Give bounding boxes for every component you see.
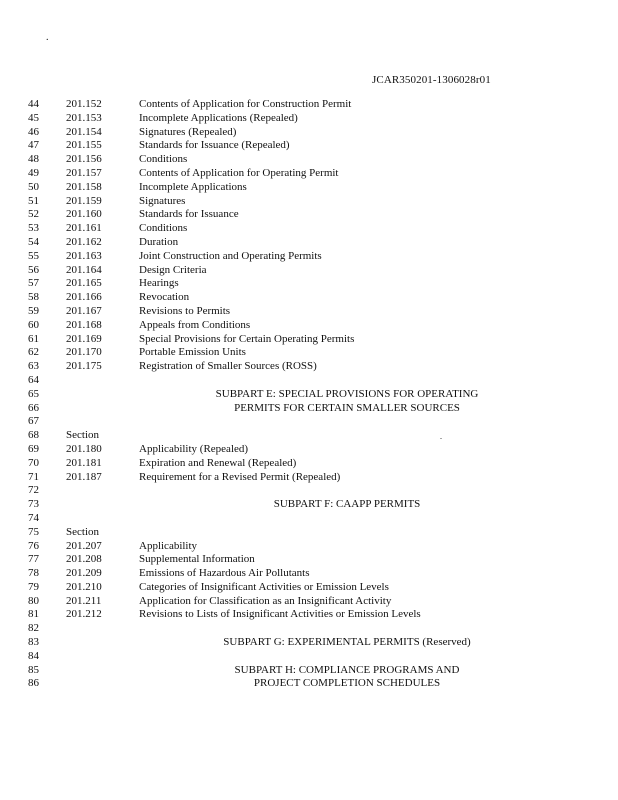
section-number: 201.207 bbox=[66, 539, 102, 552]
line-number: 68 bbox=[28, 429, 39, 442]
page-mark: . bbox=[46, 32, 49, 43]
subpart-heading: PERMITS FOR CERTAIN SMALLER SOURCES bbox=[234, 401, 460, 414]
line-number: 82 bbox=[28, 622, 39, 635]
section-number: 201.164 bbox=[66, 263, 102, 276]
section-number: 201.157 bbox=[66, 166, 102, 179]
subpart-heading-line bbox=[0, 636, 618, 650]
section-title: Emissions of Hazardous Air Pollutants bbox=[139, 567, 310, 580]
section-title: Signatures (Repealed) bbox=[139, 125, 237, 138]
section-number: 201.161 bbox=[66, 222, 102, 235]
line-number: 81 bbox=[28, 608, 39, 621]
table-row bbox=[0, 471, 618, 485]
section-title: Incomplete Applications bbox=[139, 180, 247, 193]
section-number: 201.170 bbox=[66, 346, 102, 359]
line-number: 73 bbox=[28, 498, 39, 511]
table-row bbox=[0, 236, 618, 250]
line-number: 70 bbox=[28, 456, 39, 469]
line-number: 79 bbox=[28, 580, 39, 593]
section-title: Hearings bbox=[139, 277, 179, 290]
line-number: 54 bbox=[28, 235, 39, 248]
table-row bbox=[0, 126, 618, 140]
table-row bbox=[0, 540, 618, 554]
table-row bbox=[0, 553, 618, 567]
table-row bbox=[0, 98, 618, 112]
section-title: Duration bbox=[139, 235, 179, 248]
section-title: Contents of Application for Construction Permit bbox=[139, 98, 352, 110]
section-title: Application for Classification as an Insignificant Activity bbox=[139, 594, 392, 607]
line-number: 52 bbox=[28, 208, 39, 221]
line-number: 65 bbox=[28, 387, 39, 400]
line-number: 74 bbox=[28, 511, 39, 524]
section-number: 201.166 bbox=[66, 291, 102, 304]
section-number: 201.155 bbox=[66, 139, 102, 152]
table-row bbox=[0, 305, 618, 319]
section-label: Section bbox=[66, 525, 99, 538]
table-row bbox=[0, 291, 618, 305]
line-number: 72 bbox=[28, 484, 39, 497]
section-number: 201.211 bbox=[66, 594, 102, 607]
line-number: 66 bbox=[28, 401, 39, 414]
section-list bbox=[0, 98, 618, 691]
section-title: Categories of Insignificant Activities or Emission Levels bbox=[139, 580, 389, 593]
line-number: 77 bbox=[28, 553, 39, 566]
section-title: Special Provisions for Certain Operating Permits bbox=[139, 332, 355, 345]
section-number: 201.167 bbox=[66, 304, 102, 317]
line-number: 50 bbox=[28, 180, 39, 193]
section-number: 201.212 bbox=[66, 608, 102, 621]
section-number: 201.175 bbox=[66, 360, 102, 373]
section-title: Registration of Smaller Sources (ROSS) bbox=[139, 360, 317, 373]
table-row bbox=[0, 360, 618, 374]
line-number: 60 bbox=[28, 318, 39, 331]
line-number: 56 bbox=[28, 263, 39, 276]
table-row bbox=[0, 622, 618, 636]
line-number: 62 bbox=[28, 346, 39, 359]
table-row bbox=[0, 567, 618, 581]
line-number: 58 bbox=[28, 291, 39, 304]
subpart-heading-line bbox=[0, 498, 618, 512]
table-row bbox=[0, 457, 618, 471]
line-number: 75 bbox=[28, 525, 39, 538]
line-number: 71 bbox=[28, 470, 39, 483]
line-number: 46 bbox=[28, 125, 39, 138]
section-number: 201.154 bbox=[66, 125, 102, 138]
table-row bbox=[0, 333, 618, 347]
section-title: Design Criteria bbox=[139, 263, 207, 276]
table-row bbox=[0, 181, 618, 195]
section-number: 201.181 bbox=[66, 456, 102, 469]
section-number: 201.169 bbox=[66, 332, 102, 345]
section-title: Conditions bbox=[139, 222, 188, 235]
line-number: 78 bbox=[28, 567, 39, 580]
table-row bbox=[0, 415, 618, 429]
section-number: 201.162 bbox=[66, 235, 102, 248]
line-number: 57 bbox=[28, 277, 39, 290]
line-number: 51 bbox=[28, 194, 39, 207]
line-number: 44 bbox=[28, 98, 39, 110]
section-title: Portable Emission Units bbox=[139, 346, 246, 359]
section-title: Contents of Application for Operating Permit bbox=[139, 166, 339, 179]
table-row bbox=[0, 139, 618, 153]
section-title: Expiration and Renewal (Repealed) bbox=[139, 456, 297, 469]
line-number: 80 bbox=[28, 594, 39, 607]
line-number: 84 bbox=[28, 649, 39, 662]
table-row bbox=[0, 650, 618, 664]
section-number: 201.152 bbox=[66, 98, 102, 110]
section-number: 201.209 bbox=[66, 567, 102, 580]
line-number: 69 bbox=[28, 442, 39, 455]
section-title: Incomplete Applications (Repealed) bbox=[139, 111, 298, 124]
section-number: 201.168 bbox=[66, 318, 102, 331]
table-row bbox=[0, 167, 618, 181]
line-number: 67 bbox=[28, 415, 39, 428]
table-row bbox=[0, 374, 618, 388]
subpart-heading: SUBPART G: EXPERIMENTAL PERMITS (Reserved) bbox=[223, 636, 471, 649]
line-number: 86 bbox=[28, 677, 39, 690]
subpart-heading-line bbox=[0, 402, 618, 416]
table-row bbox=[0, 429, 618, 443]
table-row bbox=[0, 484, 618, 498]
section-title: Signatures bbox=[139, 194, 186, 207]
line-number: 83 bbox=[28, 636, 39, 649]
section-number: 201.163 bbox=[66, 249, 102, 262]
subpart-heading-line bbox=[0, 664, 618, 678]
subpart-heading-line bbox=[0, 388, 618, 402]
line-number: 53 bbox=[28, 222, 39, 235]
section-title: Applicability bbox=[139, 539, 198, 552]
section-title: Supplemental Information bbox=[139, 553, 255, 566]
line-number: 64 bbox=[28, 373, 39, 386]
table-row bbox=[0, 581, 618, 595]
section-number: 201.187 bbox=[66, 470, 102, 483]
table-row bbox=[0, 443, 618, 457]
table-row bbox=[0, 319, 618, 333]
line-number: 63 bbox=[28, 360, 39, 373]
section-title: Revocation bbox=[139, 291, 190, 304]
section-title: Standards for Issuance (Repealed) bbox=[139, 139, 290, 152]
line-number: 61 bbox=[28, 332, 39, 345]
table-row bbox=[0, 346, 618, 360]
line-number: 45 bbox=[28, 111, 39, 124]
subpart-heading: SUBPART E: SPECIAL PROVISIONS FOR OPERATING bbox=[215, 387, 479, 400]
table-row bbox=[0, 250, 618, 264]
section-title: Revisions to Lists of Insignificant Activities or Emission Levels bbox=[139, 608, 421, 621]
table-row bbox=[0, 195, 618, 209]
section-title: Revisions to Permits bbox=[139, 304, 231, 317]
section-number: 201.210 bbox=[66, 580, 102, 593]
line-number: 76 bbox=[28, 539, 39, 552]
section-number: 201.156 bbox=[66, 153, 102, 166]
line-number: 59 bbox=[28, 304, 39, 317]
table-row bbox=[0, 595, 618, 609]
section-title: Applicability (Repealed) bbox=[139, 442, 249, 455]
table-row bbox=[0, 222, 618, 236]
line-number: 49 bbox=[28, 166, 39, 179]
stray-mark: . bbox=[440, 432, 442, 441]
section-title: Appeals from Conditions bbox=[139, 318, 251, 331]
section-title: Joint Construction and Operating Permits bbox=[139, 249, 322, 262]
section-label: Section bbox=[66, 429, 99, 442]
document-id: JCAR350201-1306028r01 bbox=[372, 74, 491, 86]
section-title: Requirement for a Revised Permit (Repealed) bbox=[139, 470, 341, 483]
section-number: 201.180 bbox=[66, 442, 102, 455]
section-title: Standards for Issuance bbox=[139, 208, 239, 221]
line-number: 47 bbox=[28, 139, 39, 152]
section-number: 201.153 bbox=[66, 111, 102, 124]
table-row bbox=[0, 277, 618, 291]
section-number: 201.158 bbox=[66, 180, 102, 193]
table-row bbox=[0, 153, 618, 167]
table-row bbox=[0, 512, 618, 526]
subpart-heading: PROJECT COMPLETION SCHEDULES bbox=[253, 677, 441, 690]
section-title: Conditions bbox=[139, 153, 188, 166]
table-row bbox=[0, 608, 618, 622]
section-number: 201.160 bbox=[66, 208, 102, 221]
subpart-heading: SUBPART H: COMPLIANCE PROGRAMS AND bbox=[234, 663, 460, 676]
section-number: 201.159 bbox=[66, 194, 102, 207]
table-row bbox=[0, 526, 618, 540]
line-number: 85 bbox=[28, 663, 39, 676]
line-number: 48 bbox=[28, 153, 39, 166]
subpart-heading: SUBPART F: CAAPP PERMITS bbox=[273, 498, 421, 511]
table-row bbox=[0, 208, 618, 222]
table-row bbox=[0, 112, 618, 126]
section-number: 201.165 bbox=[66, 277, 102, 290]
table-row bbox=[0, 264, 618, 278]
section-number: 201.208 bbox=[66, 553, 102, 566]
subpart-heading-line bbox=[0, 677, 618, 691]
line-number: 55 bbox=[28, 249, 39, 262]
